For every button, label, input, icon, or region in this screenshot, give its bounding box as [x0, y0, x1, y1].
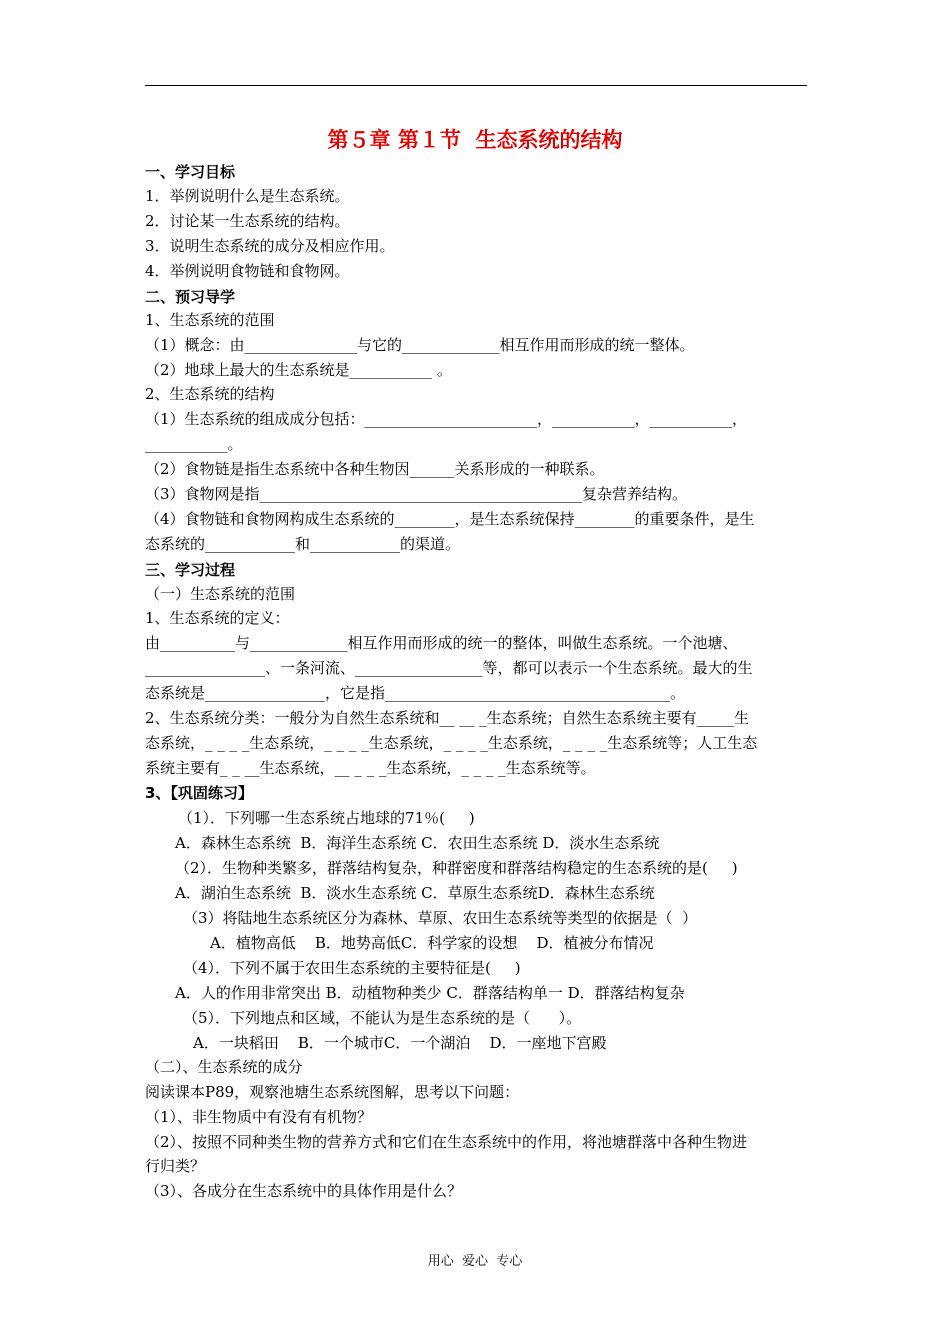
- text-line: （一）生态系统的范围: [145, 585, 296, 603]
- text-line: （二）、生态系统的成分: [145, 1058, 303, 1076]
- text-line: （5）．下列地点和区域，不能认为是生态系统的是（ ）。: [183, 1009, 582, 1027]
- section-heading: 3、【巩固练习】: [145, 784, 253, 802]
- page-footer: 用心 爱心 专心: [427, 1254, 523, 1269]
- text-line: （3）、各成分在生态系统中的具体作用是什么？: [145, 1182, 463, 1200]
- text-line: （1）、非生物质中有没有有机物？: [145, 1108, 373, 1126]
- text-line: （2）地球上最大的生态系统是___________ 。: [145, 361, 452, 379]
- text-line: ___________。: [145, 435, 243, 453]
- text-line: A．植物高低 B．地势高低C．科学家的设想 D．植被分布情况: [210, 934, 654, 952]
- text-line: 态系统的____________和____________的渠道。: [145, 535, 461, 553]
- text-line: 态系统是________________，它是指______________________________________。: [145, 684, 686, 702]
- text-line: A．湖泊生态系统 B．淡水生态系统 C．草原生态系统D．森林生态系统: [175, 884, 655, 902]
- section-heading: 一、学习目标: [145, 163, 236, 181]
- text-line: 4．举例说明食物链和食物网。: [145, 262, 350, 280]
- text-line: （3）将陆地生态系统区分为森林、草原、农田生态系统等类型的依据是（ ）: [183, 909, 698, 927]
- text-line: 态系统，_ _ _ _生态系统，_ _ _ _生态系统，_ _ _ _生态系统，_ _ _ _生态系统等；人工生态: [145, 734, 758, 752]
- text-line: （1）．下列哪一生态系统占地球的71％( ): [178, 809, 475, 827]
- text-line: 3．说明生态系统的成分及相应作用。: [145, 237, 395, 255]
- page-title: 第５章 第１节 生态系统的结构: [327, 128, 623, 152]
- text-line: 由__________与_____________相互作用而形成的统一的整体，叫做生态系统。一个池塘、: [145, 634, 738, 652]
- text-line: （3）食物网是指___________________________________________复杂营养结构。: [145, 485, 688, 503]
- text-line: A．森林生态系统 B．海洋生态系统 C．农田生态系统 D．淡水生态系统: [175, 834, 660, 852]
- text-line: 2、生态系统的结构: [145, 385, 275, 403]
- text-line: （2）、按照不同种类生物的营养方式和它们在生态系统中的作用，将池塘群落中各种生物进: [145, 1133, 748, 1151]
- text-line: （2）食物链是指生态系统中各种生物因______关系形成的一种联系。: [145, 460, 605, 478]
- text-line: 行归类？: [145, 1157, 206, 1175]
- text-line: （1）概念：由_______________与它的_____________相互作用而形成的统一整体。: [145, 336, 695, 354]
- text-line: ________________、一条河流、_________________等，都可以表示一个生态系统。最大的生: [145, 659, 753, 677]
- text-line: 1、生态系统的定义：: [145, 609, 290, 627]
- text-line: 系统主要有_ _ __生态系统，__ _ _ _生态系统，_ _ _ _生态系统等。: [145, 759, 596, 777]
- text-line: A．人的作用非常突出 B．动植物种类少 C．群落结构单一 D．群落结构复杂: [175, 984, 685, 1002]
- text-line: （4）食物链和食物网构成生态系统的________，是生态系统保持________的重要条件，是生: [145, 510, 755, 528]
- section-heading: 二、预习导学: [145, 288, 236, 306]
- text-line: A．一块稻田 B．一个城市C．一个湖泊 D．一座地下宫殿: [193, 1034, 607, 1052]
- section-heading: 三、学习过程: [145, 561, 236, 579]
- text-line: （4）．下列不属于农田生态系统的主要特征是( ): [183, 959, 521, 977]
- text-line: （1）生态系统的组成成分包括：_______________________，___________，___________，: [145, 410, 748, 428]
- header-rule: [145, 85, 807, 86]
- text-line: 2．讨论某一生态系统的结构。: [145, 212, 350, 230]
- text-line: 阅读课本P89，观察池塘生态系统图解，思考以下问题：: [145, 1083, 520, 1101]
- text-line: 1．举例说明什么是生态系统。: [145, 187, 350, 205]
- text-line: 2、生态系统分类：一般分为自然生态系统和__ __ _生态系统；自然生态系统主要有_____生: [145, 709, 750, 727]
- text-line: 1、生态系统的范围: [145, 311, 275, 329]
- text-line: （2）．生物种类繁多，群落结构复杂，种群密度和群落结构稳定的生态系统的是( ): [175, 859, 738, 877]
